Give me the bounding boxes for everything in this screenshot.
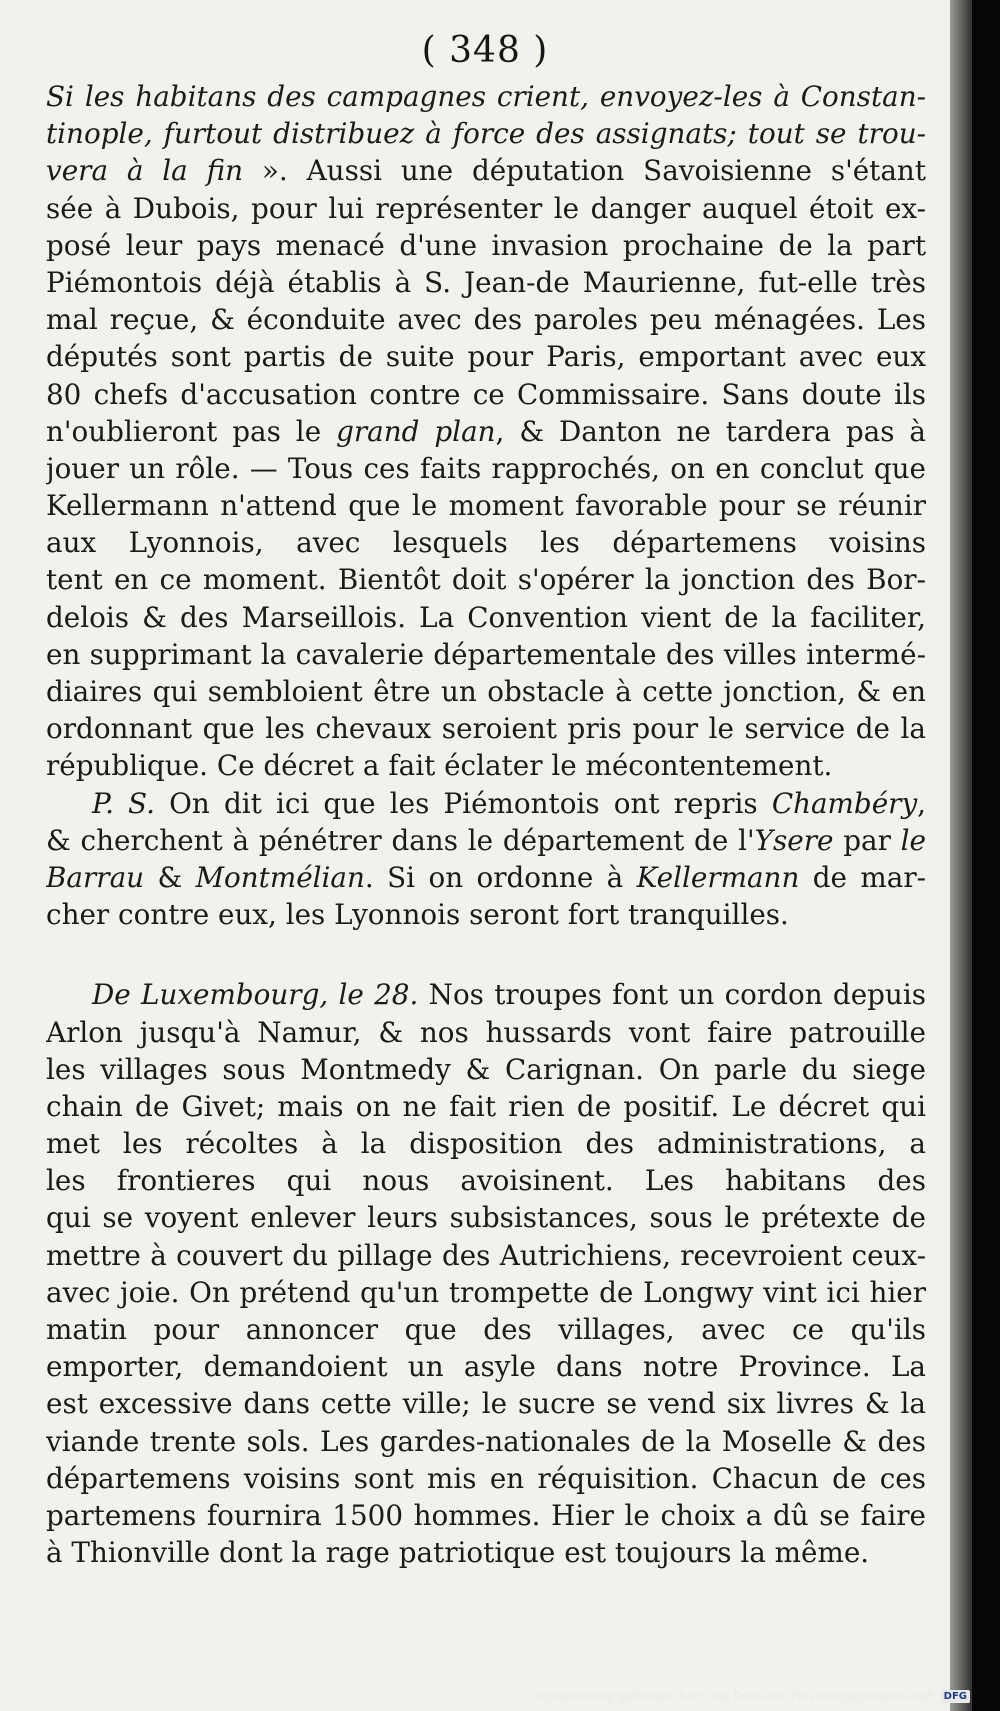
text-line: chain de Givet; mais on ne fait rien de positif. Le décret qui xyxy=(46,1089,926,1123)
footer-text: Digitalisierung gefördert durch die Deutsche Forschungsgemeinschaft xyxy=(531,1689,935,1703)
paragraph xyxy=(46,976,926,1571)
text-line: n'oublieront pas le grand plan, & Danton ne tardera pas à xyxy=(46,414,926,448)
body-text xyxy=(46,78,926,1571)
text-line: emporter, demandoient un asyle dans notre Province. La xyxy=(46,1350,926,1384)
text-line: Piémontois déjà établis à S. Jean-de Maurienne, fut-elle très xyxy=(46,265,926,299)
text-line: sée à Dubois, pour lui représenter le danger auquel étoit ex- xyxy=(46,191,926,225)
text-line: départemens voisins sont mis en réquisition. Chacun de ces xyxy=(46,1461,926,1495)
text-line: matin pour annoncer que des villages, avec ce qu'ils xyxy=(46,1313,926,1346)
text-line: à Thionville dont la rage patriotique est toujours la même. xyxy=(46,1536,870,1570)
text-line: 80 chefs d'accusation contre ce Commissaire. Sans doute ils xyxy=(46,377,926,411)
text-line: les villages sous Montmedy & Carignan. On parle du siege xyxy=(46,1052,926,1086)
text-line: tinople, furtout distribuez à force des assignats; tout se trou- xyxy=(46,117,926,151)
text-line: P. S. On dit ici que les Piémontois ont repris Chambéry, xyxy=(92,786,926,820)
text-line: avec joie. On prétend qu'un trompette de Longwy vint ici hier xyxy=(46,1275,926,1309)
text-line: met les récoltes à la disposition des administrations, a xyxy=(46,1127,926,1161)
page-number: ( 348 ) xyxy=(421,30,549,71)
text-line: aux Lyonnois, avec lesquels les départemens voisins xyxy=(46,526,926,560)
text-line: De Luxembourg, le 28. Nos troupes font un cordon depuis xyxy=(92,978,926,1012)
scan-border xyxy=(972,0,1000,1711)
paragraph xyxy=(46,78,926,785)
text-line: qui se voyent enlever leurs subsistances, sous le prétexte de xyxy=(46,1201,926,1235)
text-line: posé leur pays menacé d'une invasion prochaine de la part xyxy=(46,228,926,262)
text-line: & cherchent à pénétrer dans le département de l'Ysere par le xyxy=(46,823,926,857)
text-line: mettre à couvert du pillage des Autrichiens, recevroient ceux- xyxy=(46,1238,926,1272)
text-line: tent en ce moment. Bientôt doit s'opérer la jonction des Bor- xyxy=(46,563,926,597)
text-line: vera à la fin ». Aussi une députation Savoisienne s'étant xyxy=(46,154,926,188)
text-line: diaires qui sembloient être un obstacle à cette jonction, & en xyxy=(46,675,926,708)
text-line: jouer un rôle. — Tous ces faits rapprochés, on en conclut que xyxy=(46,451,926,485)
text-line: Arlon jusqu'à Namur, & nos hussards vont faire patrouille xyxy=(46,1015,926,1049)
dfg-logo-icon: DFG xyxy=(941,1690,970,1703)
paragraph xyxy=(46,785,926,934)
text-line: viande trente sols. Les gardes-nationales de la Moselle & des xyxy=(46,1424,926,1458)
text-line: Barrau & Montmélian. Si on ordonne à Kellermann de mar- xyxy=(46,860,926,894)
text-line: partemens fournira 1500 hommes. Hier le choix a dû se faire xyxy=(46,1498,926,1532)
text-line: Si les habitans des campagnes crient, envoyez-les à Constan- xyxy=(46,80,926,113)
text-line: Kellermann n'attend que le moment favorable pour se réunir xyxy=(46,489,926,523)
text-line: députés sont partis de suite pour Paris, emportant avec eux xyxy=(46,340,926,374)
text-line: cher contre eux, les Lyonnois seront fort tranquilles. xyxy=(46,898,789,932)
text-line: mal reçue, & éconduite avec des paroles peu ménagées. Les xyxy=(46,303,926,337)
text-line: les frontieres qui nous avoisinent. Les habitans des xyxy=(46,1164,926,1198)
text-line: ordonnant que les chevaux seroient pris pour le service de la xyxy=(46,712,926,746)
text-line: république. Ce décret a fait éclater le mécontentement. xyxy=(46,749,833,783)
digitization-footer xyxy=(531,1689,970,1703)
paragraph-gap xyxy=(46,933,926,976)
text-line: en supprimant la cavalerie départementale des villes intermé- xyxy=(46,637,926,671)
text-line: delois & des Marseillois. La Convention vient de la faciliter, xyxy=(46,600,926,634)
text-line: est excessive dans cette ville; le sucre se vend six livres & la xyxy=(46,1387,926,1421)
